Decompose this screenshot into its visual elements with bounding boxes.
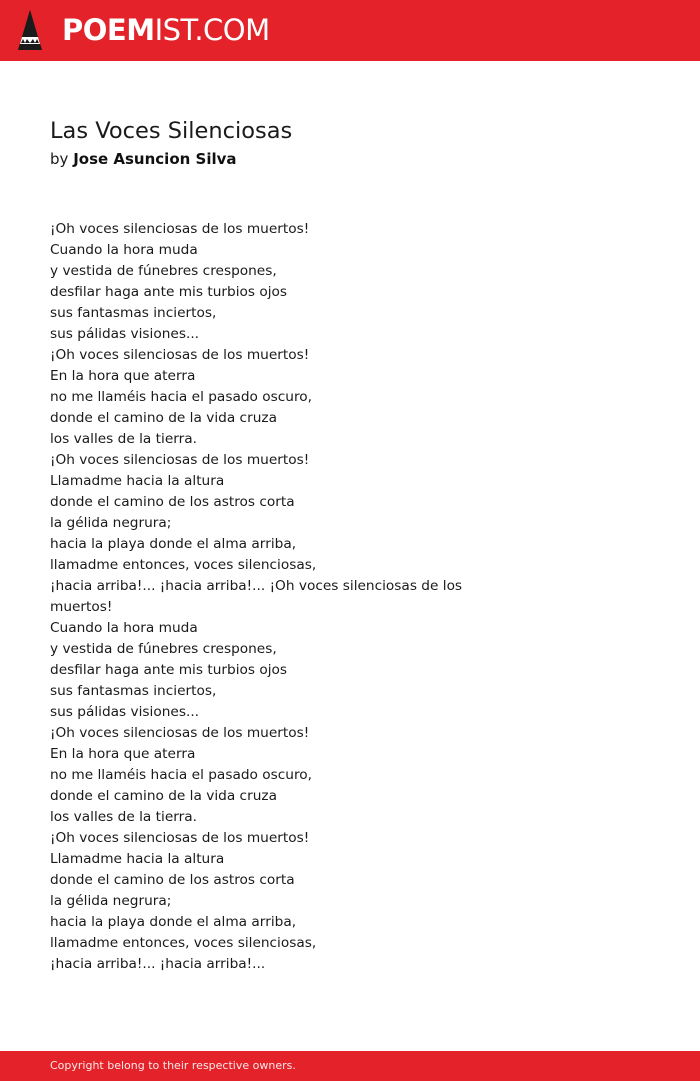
poem-line: ¡Oh voces silenciosas de los muertos! <box>50 347 310 363</box>
poem-line: la gélida negrura; <box>50 515 172 531</box>
poem-line: Llamadme hacia la altura <box>50 473 225 489</box>
poem-line: sus pálidas visiones... <box>50 326 200 342</box>
poem-line: ¡Oh voces silenciosas de los muertos! <box>50 221 310 237</box>
poem-line: y vestida de fúnebres crespones, <box>50 641 277 657</box>
poem-line: llamadme entonces, voces silenciosas, <box>50 935 317 951</box>
poem-line: En la hora que aterra <box>50 746 196 762</box>
logo-bold-text: POEM <box>62 13 155 47</box>
poem-title: Las Voces Silenciosas <box>50 118 293 144</box>
poem-line: desfilar haga ante mis turbios ojos <box>50 284 288 300</box>
poem-line: desfilar haga ante mis turbios ojos <box>50 662 288 678</box>
poem-line: los valles de la tierra. <box>50 431 198 447</box>
poem-line: llamadme entonces, voces silenciosas, <box>50 557 317 573</box>
poem-line: donde el camino de los astros corta <box>50 872 295 888</box>
copyright-text: Copyright belong to their respective owners. <box>50 1059 296 1072</box>
poem-line: no me llaméis hacia el pasado oscuro, <box>50 767 313 783</box>
pencil-tip-icon[interactable] <box>17 9 43 51</box>
poem-line: los valles de la tierra. <box>50 809 198 825</box>
site-header <box>0 0 700 61</box>
poem-body <box>50 219 470 975</box>
author-name: Jose Asuncion Silva <box>73 150 237 168</box>
poem-line: ¡hacia arriba!... ¡hacia arriba!... ¡Oh voces silenciosas de los muertos! <box>50 578 463 615</box>
poem-line: Cuando la hora muda <box>50 620 198 636</box>
byline <box>50 148 237 170</box>
poem-line: la gélida negrura; <box>50 893 172 909</box>
site-footer <box>0 1051 700 1081</box>
poem-line: no me llaméis hacia el pasado oscuro, <box>50 389 313 405</box>
poem-line: En la hora que aterra <box>50 368 196 384</box>
poem-line: donde el camino de los astros corta <box>50 494 295 510</box>
poem-line: Llamadme hacia la altura <box>50 851 225 867</box>
poem-line: sus fantasmas inciertos, <box>50 305 217 321</box>
poem-line: ¡Oh voces silenciosas de los muertos! <box>50 725 310 741</box>
site-logo[interactable] <box>62 13 270 47</box>
poem-line: y vestida de fúnebres crespones, <box>50 263 277 279</box>
poem-line: ¡Oh voces silenciosas de los muertos! <box>50 830 310 846</box>
by-label: by <box>50 150 69 168</box>
poem-line: donde el camino de la vida cruza <box>50 788 277 804</box>
poem-line: ¡Oh voces silenciosas de los muertos! <box>50 452 310 468</box>
poem-line: Cuando la hora muda <box>50 242 198 258</box>
poem-line: donde el camino de la vida cruza <box>50 410 277 426</box>
logo-light-text: IST.COM <box>154 13 270 47</box>
poem-line: sus fantasmas inciertos, <box>50 683 217 699</box>
poem-line: sus pálidas visiones... <box>50 704 200 720</box>
poem-line: ¡hacia arriba!... ¡hacia arriba!... <box>50 956 266 972</box>
poem-line: hacia la playa donde el alma arriba, <box>50 914 297 930</box>
poem-line: hacia la playa donde el alma arriba, <box>50 536 297 552</box>
